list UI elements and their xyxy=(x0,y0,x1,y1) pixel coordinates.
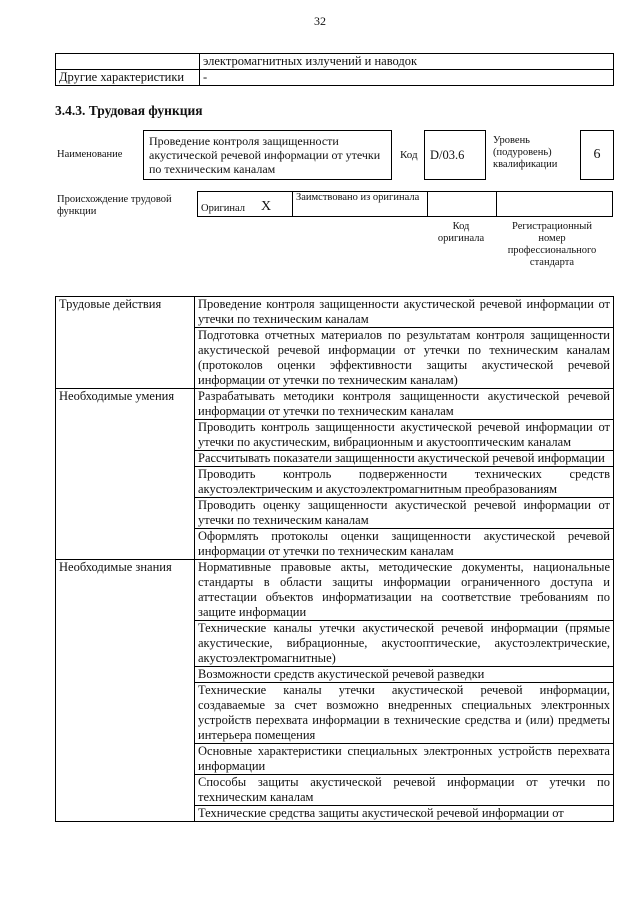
code-label: Код xyxy=(400,149,418,161)
item-cell: Способы защиты акустической речевой информации от утечки по техническим каналам xyxy=(195,775,614,806)
category-cell: Необходимые знания xyxy=(56,560,195,822)
function-name-box: Проведение контроля защищенности акустической речевой информации от утечки по техническим каналам xyxy=(143,130,392,180)
item-cell: Проведение контроля защищенности акустической речевой информации от утечки по техническим каналам xyxy=(195,297,614,328)
page-number: 32 xyxy=(314,14,326,28)
item-cell: Оформлять протоколы оценки защищенности акустической речевой информации от утечки по техническим каналам xyxy=(195,529,614,560)
reg-number-cell xyxy=(497,192,613,217)
origin-label: Происхождение трудовой функции xyxy=(57,194,172,217)
item-cell: Рассчитывать показатели защищенности акустической речевой информации xyxy=(195,451,614,467)
kod-original-caption: Код оригинала xyxy=(437,221,485,244)
item-cell: Подготовка отчетных материалов по результатам контроля защищенности акустической речевой информации от утечки по техническим каналам (протоколов оценки эффективности защиты акустической речевой информации от утечки по техническим каналам) xyxy=(195,328,614,389)
code-box: D/03.6 xyxy=(424,130,486,180)
table-cell: - xyxy=(200,70,614,86)
item-cell: Нормативные правовые акты, методические документы, национальные стандарты в области защиты информации ограниченного доступа и аттестации объектов информатизации на соответствие требованиям по защите информации xyxy=(195,560,614,621)
borrowed-cell: Заимствовано из оригинала xyxy=(293,192,428,217)
item-cell: Проводить контроль подверженности технических средств акустоэлектрическим и акустоэлектромагнитным преобразованиям xyxy=(195,467,614,498)
category-cell: Трудовые действия xyxy=(56,297,195,389)
section-heading: 3.4.3. Трудовая функция xyxy=(55,103,203,118)
name-label: Наименование xyxy=(57,149,123,160)
level-label: Уровень (подуровень) квалификации xyxy=(493,135,558,170)
table-cell-empty xyxy=(56,54,200,70)
function-table xyxy=(55,296,614,822)
table-cell: электромагнитных излучений и наводок xyxy=(200,54,614,70)
category-cell: Необходимые умения xyxy=(56,389,195,560)
item-cell: Разрабатывать методики контроля защищенности акустической речевой информации от утечки по техническим каналам xyxy=(195,389,614,420)
table-row xyxy=(56,389,614,420)
original-mark: X xyxy=(261,199,272,214)
level-box: 6 xyxy=(580,130,614,180)
item-cell: Основные характеристики специальных электронных устройств перехвата информации xyxy=(195,744,614,775)
kod-original-cell xyxy=(428,192,497,217)
item-cell: Возможности средств акустической речевой разведки xyxy=(195,667,614,683)
origin-table xyxy=(197,191,613,217)
table-row xyxy=(56,297,614,328)
original-label: Оригинал xyxy=(201,203,245,214)
reg-number-caption: Регистрационный номер профессионального стандарта xyxy=(507,221,597,268)
item-cell: Технические каналы утечки акустической речевой информации, создаваемые за счет возможно внедренных специальных электронных устройств перехвата информации в технические средства и (или) предметы интерьера помещения xyxy=(195,683,614,744)
table-cell-label: Другие характеристики xyxy=(56,70,200,86)
continuation-table xyxy=(55,53,614,86)
item-cell: Проводить контроль защищенности акустической речевой информации от утечки по акустическим, вибрационным и акустооптическим каналам xyxy=(195,420,614,451)
item-cell: Технические средства защиты акустической речевой информации от xyxy=(195,806,614,822)
item-cell: Технические каналы утечки акустической речевой информации (прямые акустические, вибрационные, акустооптические, акустоэлектрические, акустоэлектромагнитные) xyxy=(195,621,614,667)
item-cell: Проводить оценку защищенности акустической речевой информации от утечки по техническим каналам xyxy=(195,498,614,529)
original-cell xyxy=(198,192,293,217)
table-row xyxy=(56,560,614,621)
